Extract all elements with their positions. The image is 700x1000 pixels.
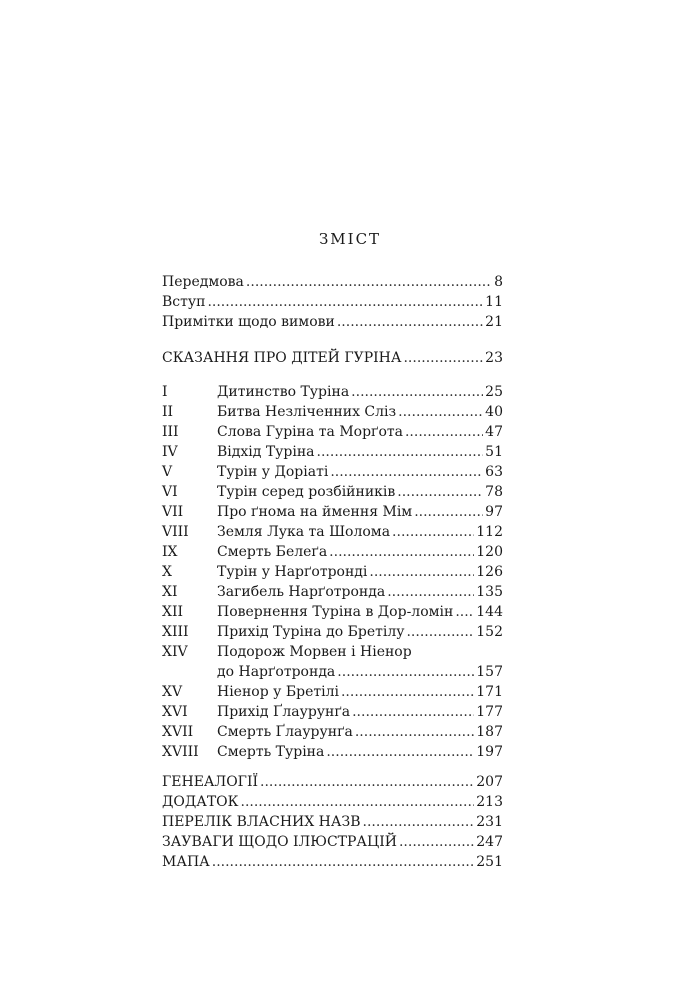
dot-leader: [337, 662, 474, 682]
toc-entry-page: 157: [476, 664, 503, 680]
toc-entry: [162, 722, 503, 742]
toc-entry-page: 21: [485, 314, 503, 330]
toc-entry-label: Смерть Белеґа: [217, 544, 328, 560]
toc-entry-label: Прихід Ґлаурунґа: [217, 704, 351, 720]
toc-entry-label: Битва Незліченних Сліз: [217, 404, 397, 420]
toc-entry-number: XVIII: [162, 744, 199, 760]
dot-leader: [399, 832, 474, 852]
toc-entry: [162, 402, 503, 422]
toc-entry-label: Турін серед розбійників: [217, 484, 396, 500]
toc-entry: [162, 772, 503, 792]
toc-entry-label: МАПА: [162, 854, 210, 870]
dot-leader: [403, 348, 483, 368]
toc-entry: [162, 832, 503, 852]
toc-entry-page: 25: [485, 384, 503, 400]
toc-entry: [162, 272, 503, 292]
toc-entry: [162, 812, 503, 832]
toc-entry-label: СКАЗАННЯ ПРО ДІТЕЙ ГУРІНА: [162, 350, 402, 366]
toc-entry: [162, 582, 503, 602]
toc-entry-label: Примітки щодо вимови: [162, 314, 335, 330]
toc-entry: [162, 462, 503, 482]
dot-leader: [405, 422, 483, 442]
toc-entry: [162, 482, 503, 502]
toc-entry: [162, 542, 503, 562]
dot-leader: [352, 702, 474, 722]
toc-entry: [162, 622, 503, 642]
toc-entry-number: XV: [162, 684, 183, 700]
toc-entry: [162, 702, 503, 722]
toc-entry-label: Дитинство Туріна: [217, 384, 350, 400]
dot-leader: [241, 792, 475, 812]
toc-tale-heading: [162, 348, 503, 368]
dot-leader: [330, 462, 483, 482]
dot-leader: [355, 722, 474, 742]
dot-leader: [246, 272, 492, 292]
dot-leader: [212, 852, 475, 872]
toc-chapters: [162, 382, 503, 762]
toc-entry-number: XII: [162, 604, 184, 620]
toc-entry-label: ПЕРЕЛІК ВЛАСНИХ НАЗВ: [162, 814, 361, 830]
toc-entry-label: Турін у Нарґотронді: [217, 564, 368, 580]
dot-leader: [363, 812, 475, 832]
toc-entry-page: 177: [476, 704, 503, 720]
dot-leader: [341, 682, 474, 702]
toc-entry: [162, 442, 503, 462]
dot-leader: [398, 402, 483, 422]
toc-entry: [162, 642, 503, 662]
toc-entry-page: 135: [476, 584, 503, 600]
toc-front-matter: [162, 272, 503, 332]
toc-entry-label: Загибель Нарґотронда: [217, 584, 386, 600]
toc-entry-number: XI: [162, 584, 178, 600]
toc-entry: [162, 348, 503, 368]
dot-leader: [397, 482, 483, 502]
toc-entry-label: Земля Лука та Шолома: [217, 524, 391, 540]
dot-leader: [369, 562, 474, 582]
dot-leader: [337, 312, 483, 332]
toc-entry: [162, 742, 503, 762]
toc-entry-page: 251: [476, 854, 503, 870]
dot-leader: [455, 602, 474, 622]
toc-entry-page: 11: [485, 294, 503, 310]
toc-entry-number: XVI: [162, 704, 188, 720]
toc-entry-label: Слова Гуріна та Морґота: [217, 424, 403, 440]
toc-entry-label: ГЕНЕАЛОГІЇ: [162, 774, 259, 790]
toc-entry-page: 63: [485, 464, 503, 480]
toc-entry-label: Передмова: [162, 274, 244, 290]
toc-entry-label: Ніенор у Бретілі: [217, 684, 339, 700]
toc-entry-number: II: [162, 404, 174, 420]
dot-leader: [414, 502, 483, 522]
toc-entry-number: XVII: [162, 724, 194, 740]
toc-entry-page: 152: [476, 624, 503, 640]
toc-entry-continuation: [162, 662, 503, 682]
toc-entry-page: 23: [485, 350, 503, 366]
toc-entry-page: 213: [476, 794, 503, 810]
toc-entry-page: 97: [485, 504, 503, 520]
toc-entry-number: XIV: [162, 644, 188, 660]
toc-entry-label: до Нарґотронда: [217, 664, 336, 680]
toc-entry: [162, 602, 503, 622]
toc-entry-label: ДОДАТОК: [162, 794, 239, 810]
toc-entry-page: 171: [476, 684, 503, 700]
toc-entry-label: Смерть Туріна: [217, 744, 325, 760]
toc-entry: [162, 792, 503, 812]
toc-entry-page: 144: [476, 604, 503, 620]
dot-leader: [392, 522, 474, 542]
toc-entry-label: Повернення Туріна в Дор-ломін: [217, 604, 454, 620]
toc-entry-page: 112: [476, 524, 503, 540]
dot-leader: [351, 382, 483, 402]
toc-entry: [162, 382, 503, 402]
toc-entry-number: VI: [162, 484, 178, 500]
toc-entry-label: Вступ: [162, 294, 206, 310]
toc-entry: [162, 502, 503, 522]
dot-leader: [329, 542, 474, 562]
toc-entry: [162, 422, 503, 442]
toc-entry: [162, 562, 503, 582]
toc-entry: [162, 682, 503, 702]
toc-entry-label: Подорож Морвен і Ніенор: [217, 644, 412, 660]
dot-leader: [260, 772, 474, 792]
toc-entry-number: IV: [162, 444, 178, 460]
toc-entry-label: Турін у Доріаті: [217, 464, 329, 480]
dot-leader: [387, 582, 474, 602]
toc-entry-number: V: [162, 464, 173, 480]
toc-entry-page: 47: [485, 424, 503, 440]
dot-leader: [207, 292, 483, 312]
toc-entry: [162, 312, 503, 332]
toc-entry-page: 78: [485, 484, 503, 500]
toc-entry-label: Прихід Туріна до Бретілу: [217, 624, 405, 640]
toc-entry-number: VII: [162, 504, 184, 520]
toc-entry-page: 51: [485, 444, 503, 460]
toc-entry-page: 247: [476, 834, 503, 850]
toc-entry-page: 187: [476, 724, 503, 740]
toc-entry-page: 207: [476, 774, 503, 790]
toc-back-matter: [162, 772, 503, 872]
toc-entry-page: 197: [476, 744, 503, 760]
toc-entry-page: 231: [476, 814, 503, 830]
dot-leader: [326, 742, 474, 762]
page-title: ЗМІСТ: [318, 230, 382, 248]
toc-entry-number: IX: [162, 544, 178, 560]
toc-entry-page: 126: [476, 564, 503, 580]
toc-entry-label: ЗАУВАГИ ЩОДО ІЛЮСТРАЦІЙ: [162, 834, 397, 850]
toc-entry: [162, 852, 503, 872]
toc-entry-page: 40: [485, 404, 503, 420]
toc-entry-number: VIII: [162, 524, 189, 540]
dot-leader: [317, 442, 484, 462]
toc-entry-label: Смерть Ґлаурунґа: [217, 724, 353, 740]
toc-entry: [162, 522, 503, 542]
toc-entry: [162, 292, 503, 312]
toc-entry-label: Про ґнома на ймення Мім: [217, 504, 413, 520]
dot-leader: [406, 622, 474, 642]
toc-entry-label: Відхід Туріна: [217, 444, 315, 460]
toc-entry-number: XIII: [162, 624, 189, 640]
toc-entry-number: X: [162, 564, 172, 580]
toc-entry-number: III: [162, 424, 179, 440]
toc-entry-number: I: [162, 384, 168, 400]
toc-entry-page: 120: [476, 544, 503, 560]
toc-entry-page: 8: [494, 274, 503, 290]
